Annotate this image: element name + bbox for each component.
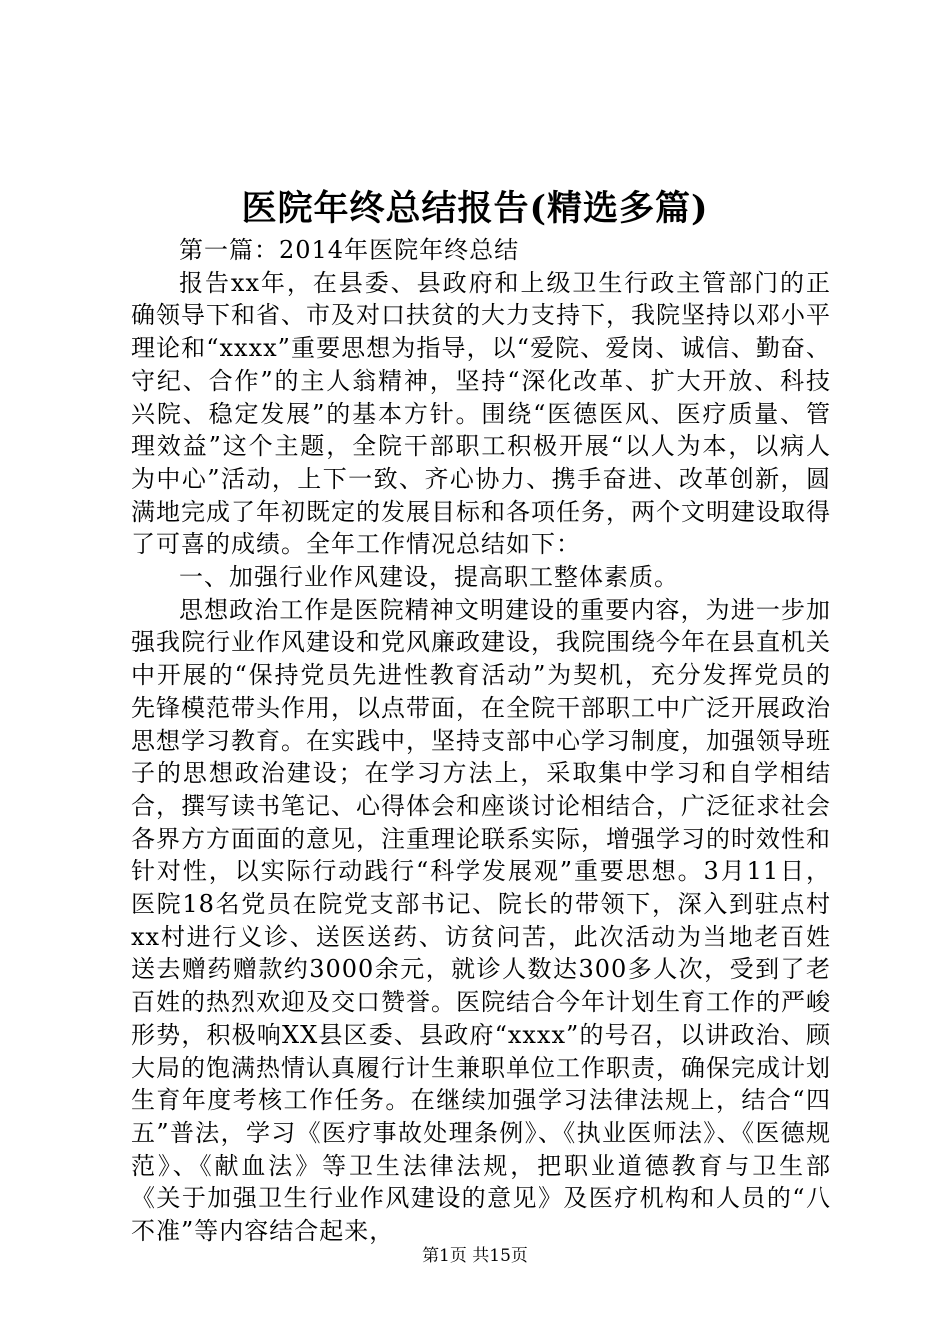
document-body — [131, 234, 831, 1248]
document-title: 医院年终总结报告(精选多篇) — [241, 188, 709, 229]
paragraph-political-work: 思想政治工作是医院精神文明建设的重要内容，为进一步加强我院行业作风建设和党风廉政建设，我院围绕今年在县直机关中开展的“保持党员先进性教育活动”为契机，充分发挥党员的先锋模范带头作用，以点带面，在全院干部职工中广泛开展政治思想学习教育。在实践中，坚持支部中心学习制度，加强领导班子的思想政治建设；在学习方法上，采取集中学习和自学相结合，撰写读书笔记、心得体会和座谈讨论相结合，广泛征求社会各界方方面面的意见，注重理论联系实际，增强学习的时效性和针对性，以实际行动践行“科学发展观”重要思想。3月11日，医院18名党员在院党支部书记、院长的带领下，深入到驻点村xx村进行义诊、送医送药、访贫问苦，此次活动为当地老百姓送去赠药赠款约3000余元，就诊人数达300多人次，受到了老百姓的热烈欢迎及交口赞誉。医院结合今年计划生育工作的严峻形势，积极响XX县区委、县政府“xxxx”的号召，以讲政治、顾大局的饱满热情认真履行计生兼职单位工作职责，确保完成计划生育年度考核工作任务。在继续加强学习法律法规上，结合“四五”普法，学习《医疗事故处理条例》、《执业医师法》、《医德规范》、《献血法》等卫生法律法规，把职业道德教育与卫生部《关于加强卫生行业作风建设的意见》及医疗机构和人员的“八不准”等内容结合起来， — [131, 595, 831, 1246]
paragraph-intro: 报告xx年，在县委、县政府和上级卫生行政主管部门的正确领导下和省、市及对口扶贫的大力支持下，我院坚持以邓小平理论和“xxxx”重要思想为指导，以“爱院、爱岗、诚信、勤奋、守纪、合作”的主人翁精神，坚持“深化改革、扩大开放、科技兴院、稳定发展”的基本方针。围绕“医德医风、医疗质量、管理效益”这个主题，全院干部职工积极开展“以人为本，以病人为中心”活动，上下一致、齐心协力、携手奋进、改革创新，圆满地完成了年初既定的发展目标和各项任务，两个文明建设取得了可喜的成绩。全年工作情况总结如下： — [131, 268, 831, 559]
subsection-heading: 一、加强行业作风建设，提高职工整体素质。 — [179, 563, 679, 592]
page-number: 第1页 共15页 — [422, 1246, 528, 1266]
section-heading: 第一篇：2014年医院年终总结 — [179, 236, 520, 264]
